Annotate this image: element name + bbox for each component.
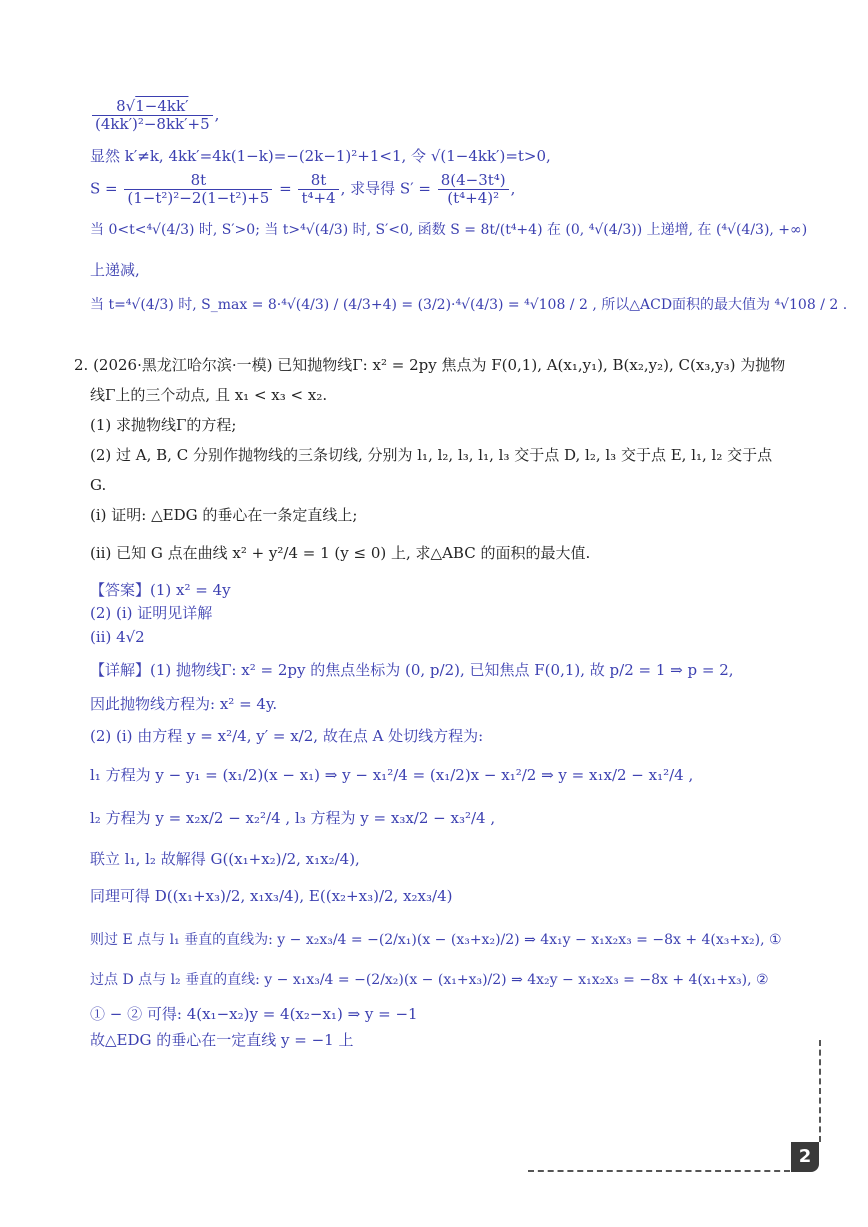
solution-line: 当 0<t<⁴√(4/3) 时, S′>0; 当 t>⁴√(4/3) 时, S′<0, 函数 S = 8t/(t⁴+4) 在 (0, ⁴√(4/3)) 上递增, 在 (⁴√(4/3), +∞) [90, 222, 808, 238]
question-2-part-2-i: (i) 证明: △EDG 的垂心在一条定直线上; [90, 506, 358, 524]
solution-line: 当 t=⁴√(4/3) 时, S_max = 8·⁴√(4/3) / (4/3+4) = (3/2)·⁴√(4/3) = ⁴√108 / 2 , 所以△ACD面积的最大值为 ⁴√108 / 2 . [90, 297, 848, 313]
detail-line: l₁ 方程为 y − y₁ = (x₁/2)(x − x₁) ⇒ y − x₁²/4 = (x₁/2)x − x₁²/2 ⇒ y = x₁x/2 − x₁²/4 , [90, 766, 694, 784]
detail-line: 则过 E 点与 l₁ 垂直的直线为: y − x₂x₃/4 = −(2/x₁)(x − (x₃+x₂)/2) ⇒ 4x₁y − x₁x₂x₃ = −8x + 4(x₃+x₂), ① [90, 932, 782, 948]
detail-line: 故△EDG 的垂心在一定直线 y = −1 上 [90, 1031, 354, 1049]
page-border-vertical [819, 1040, 821, 1142]
detail-line: (2) (i) 由方程 y = x²/4, y′ = x/2, 故在点 A 处切线方程为: [90, 727, 484, 745]
solution-line: 显然 k′≠k, 4kk′=4k(1−k)=−(2k−1)²+1<1, 令 √(1−4kk′)=t>0, [90, 147, 551, 165]
question-2-part-1: (1) 求抛物线Γ的方程; [90, 416, 237, 434]
detail-line: 同理可得 D((x₁+x₃)/2, x₁x₃/4), E((x₂+x₃)/2, x₂x₃/4) [90, 887, 453, 905]
answer-line: 【答案】(1) x² = 4y [90, 581, 231, 599]
page-border-horizontal [528, 1170, 790, 1172]
detail-line: ① − ② 可得: 4(x₁−x₂)y = 4(x₂−x₁) ⇒ y = −1 [90, 1005, 418, 1023]
question-2-part-2: (2) 过 A, B, C 分别作抛物线的三条切线, 分别为 l₁, l₂, l₃, l₁, l₃ 交于点 D, l₂, l₃ 交于点 E, l₁, l₂ 交于点 [90, 446, 773, 464]
answer-line: (2) (i) 证明见详解 [90, 604, 213, 622]
page-number: 2 [791, 1142, 819, 1172]
detail-line: 过点 D 点与 l₂ 垂直的直线: y − x₁x₃/4 = −(2/x₂)(x − (x₁+x₃)/2) ⇒ 4x₂y − x₁x₂x₃ = −8x + 4(x₁+x₃), ② [90, 972, 769, 988]
answer-line: (ii) 4√2 [90, 628, 145, 646]
solution-line: $\frac{8√1-4kk'}{\text{(4kk′)²−8kk′+5}}$ , [90, 98, 219, 133]
question-2-stem: 2. (2026·黑龙江哈尔滨·一模) 已知抛物线Γ: x² = 2py 焦点为 F(0,1), A(x₁,y₁), B(x₂,y₂), C(x₃,y₃) 为抛物 [74, 356, 786, 374]
detail-line: 因此抛物线方程为: x² = 4y. [90, 695, 278, 713]
solution-line: 上递减, [90, 261, 140, 279]
question-2-part-2-cont: G. [90, 476, 107, 494]
detail-line: 【详解】(1) 抛物线Γ: x² = 2py 的焦点坐标为 (0, p/2), 已知焦点 F(0,1), 故 p/2 = 1 ⇒ p = 2, [90, 661, 734, 679]
detail-line: l₂ 方程为 y = x₂x/2 − x₂²/4 , l₃ 方程为 y = x₃x/2 − x₃²/4 , [90, 809, 496, 827]
detail-line: 联立 l₁, l₂ 故解得 G((x₁+x₂)/2, x₁x₂/4), [90, 850, 360, 868]
question-2-part-2-ii: (ii) 已知 G 点在曲线 x² + y²/4 = 1 (y ≤ 0) 上, 求△ABC 的面积的最大值. [90, 544, 591, 562]
solution-line: S = $\frac{8t}{\text{(1−t²)²−2(1−t²)+5}}$ = $\frac{8t}{\text{t⁴+4}}$ , 求导得 S′ = $\frac{\text{8(4−3t⁴)}}{\text{(t⁴+4)²}}$ , [90, 171, 516, 207]
question-2-stem-cont: 线Γ上的三个动点, 且 x₁ < x₃ < x₂. [90, 386, 328, 404]
